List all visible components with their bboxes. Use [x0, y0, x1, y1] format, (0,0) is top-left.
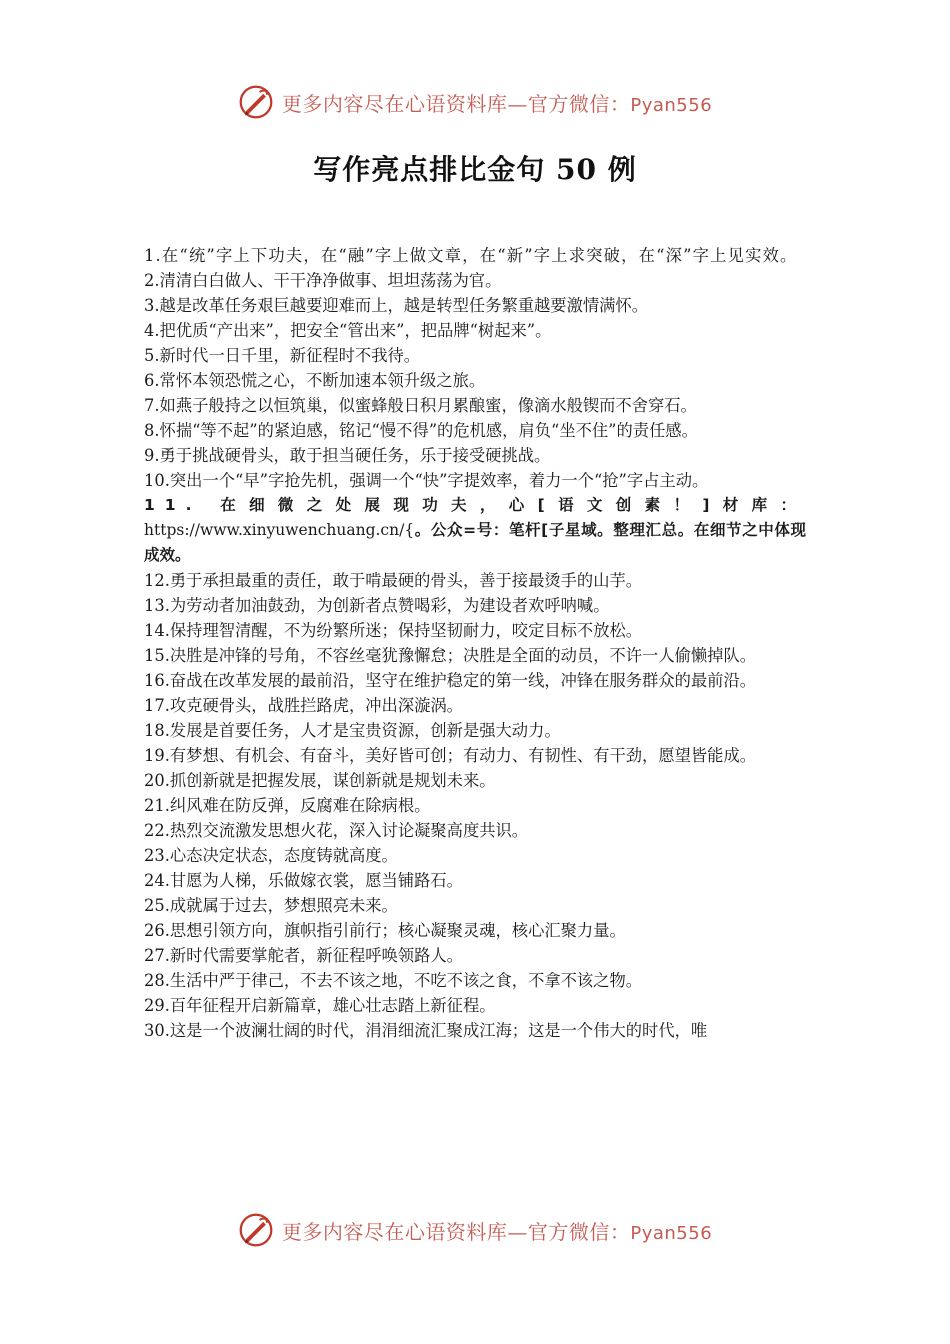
wechat-id: Pyan556: [630, 1222, 713, 1244]
list-item: 8.怀揣“等不起”的紧迫感，铭记“慢不得”的危机感，肩负“坐不住”的责任感。: [144, 421, 698, 440]
list-item: 12.勇于承担最重的责任，敢于啃最硬的骨头，善于接最烫手的山芋。: [144, 571, 643, 590]
list-item: 28.生活中严于律己，不去不该之地，不吃不该之食，不拿不该之物。: [144, 971, 643, 990]
list-item: 18.发展是首要任务，人才是宝贵资源，创新是强大动力。: [144, 721, 561, 740]
item-11-tail: 。公众=号：笔杆[子星域。整理汇总。在细节之中体现成效。: [144, 521, 806, 564]
list-item: 1.在“统”字上下功夫，在“融”字上做文章，在“新”字上求突破，在“深”字上见实效。: [144, 246, 798, 265]
list-item: 30.这是一个波澜壮阔的时代，涓涓细流汇聚成江海；这是一个伟大的时代，唯: [144, 1021, 708, 1040]
wechat-id: Pyan556: [630, 94, 713, 116]
list-item: 16.奋战在改革发展的最前沿，坚守在维护稳定的第一线，冲锋在服务群众的最前沿。: [144, 671, 757, 690]
banner-text: 更多内容尽在心语资料库—官方微信：Pyan556: [281, 1219, 713, 1244]
list-item: 2.清清白白做人、干干净净做事、坦坦荡荡为官。: [144, 271, 502, 290]
list-item: 13.为劳动者加油鼓劲，为创新者点赞喝彩，为建设者欢呼呐喊。: [144, 596, 610, 615]
list-item: 15.决胜是冲锋的号角，不容丝毫犹豫懈怠；决胜是全面的动员，不许一人偷懒掉队。: [144, 646, 757, 665]
banner-text: 更多内容尽在心语资料库—官方微信：Pyan556: [281, 91, 713, 116]
list-item: 17.攻克硬骨头，战胜拦路虎，冲出深漩涡。: [144, 696, 463, 715]
list-item: 5.新时代一日千里，新征程时不我待。: [144, 346, 421, 365]
list-item: 27.新时代需要掌舵者，新征程呼唤领路人。: [144, 946, 463, 965]
list-item: 25.成就属于过去，梦想照亮未来。: [144, 896, 398, 915]
list-item: 9.勇于挑战硬骨头，敢于担当硬任务，乐于接受硬挑战。: [144, 446, 551, 465]
list-item: 23.心态决定状态，态度铸就高度。: [144, 846, 398, 865]
footer-banner: [0, 1210, 950, 1250]
list-item: 7.如燕子般持之以恒筑巢，似蜜蜂般日积月累酿蜜，像滴水般锲而不舍穿石。: [144, 396, 697, 415]
sentence-list: [144, 243, 806, 1043]
list-item: 26.思想引领方向，旗帜指引前行；核心凝聚灵魂，核心汇聚力量。: [144, 921, 626, 940]
list-item: 21.纠风难在防反弹，反腐难在除病根。: [144, 796, 431, 815]
pen-logo-icon: [238, 1212, 274, 1248]
item-11-url: https://www.xinyuwenchuang.cn/{: [144, 521, 415, 539]
list-item: 24.甘愿为人梯，乐做嫁衣裳，愿当铺路石。: [144, 871, 463, 890]
list-item: 6.常怀本领恐慌之心，不断加速本领升级之旅。: [144, 371, 486, 390]
pen-logo-icon: [238, 84, 274, 120]
header-banner: [0, 82, 950, 122]
list-item: 22.热烈交流激发思想火花，深入讨论凝聚高度共识。: [144, 821, 529, 840]
list-item: 4.把优质“产出来”，把安全“管出来”，把品牌“树起来”。: [144, 321, 552, 340]
item-11-lead: 11. 在细微之处展现功夫，心[语文创素！]材库：: [144, 496, 806, 514]
list-item: 10.突出一个“早”字抢先机，强调一个“快”字提效率，着力一个“抢”字占主动。: [144, 471, 709, 490]
list-item-11: [144, 493, 806, 568]
list-item: 20.抓创新就是把握发展，谋创新就是规划未来。: [144, 771, 496, 790]
list-item: 29.百年征程开启新篇章，雄心壮志踏上新征程。: [144, 996, 496, 1015]
list-item: 14.保持理智清醒，不为纷繁所迷；保持坚韧耐力，咬定目标不放松。: [144, 621, 643, 640]
list-item: 19.有梦想、有机会、有奋斗，美好皆可创；有动力、有韧性、有干劲，愿望皆能成。: [144, 746, 757, 765]
document-title: 写作亮点排比金句 50 例: [313, 153, 637, 186]
list-item: 3.越是改革任务艰巨越要迎难而上，越是转型任务繁重越要激情满怀。: [144, 296, 648, 315]
